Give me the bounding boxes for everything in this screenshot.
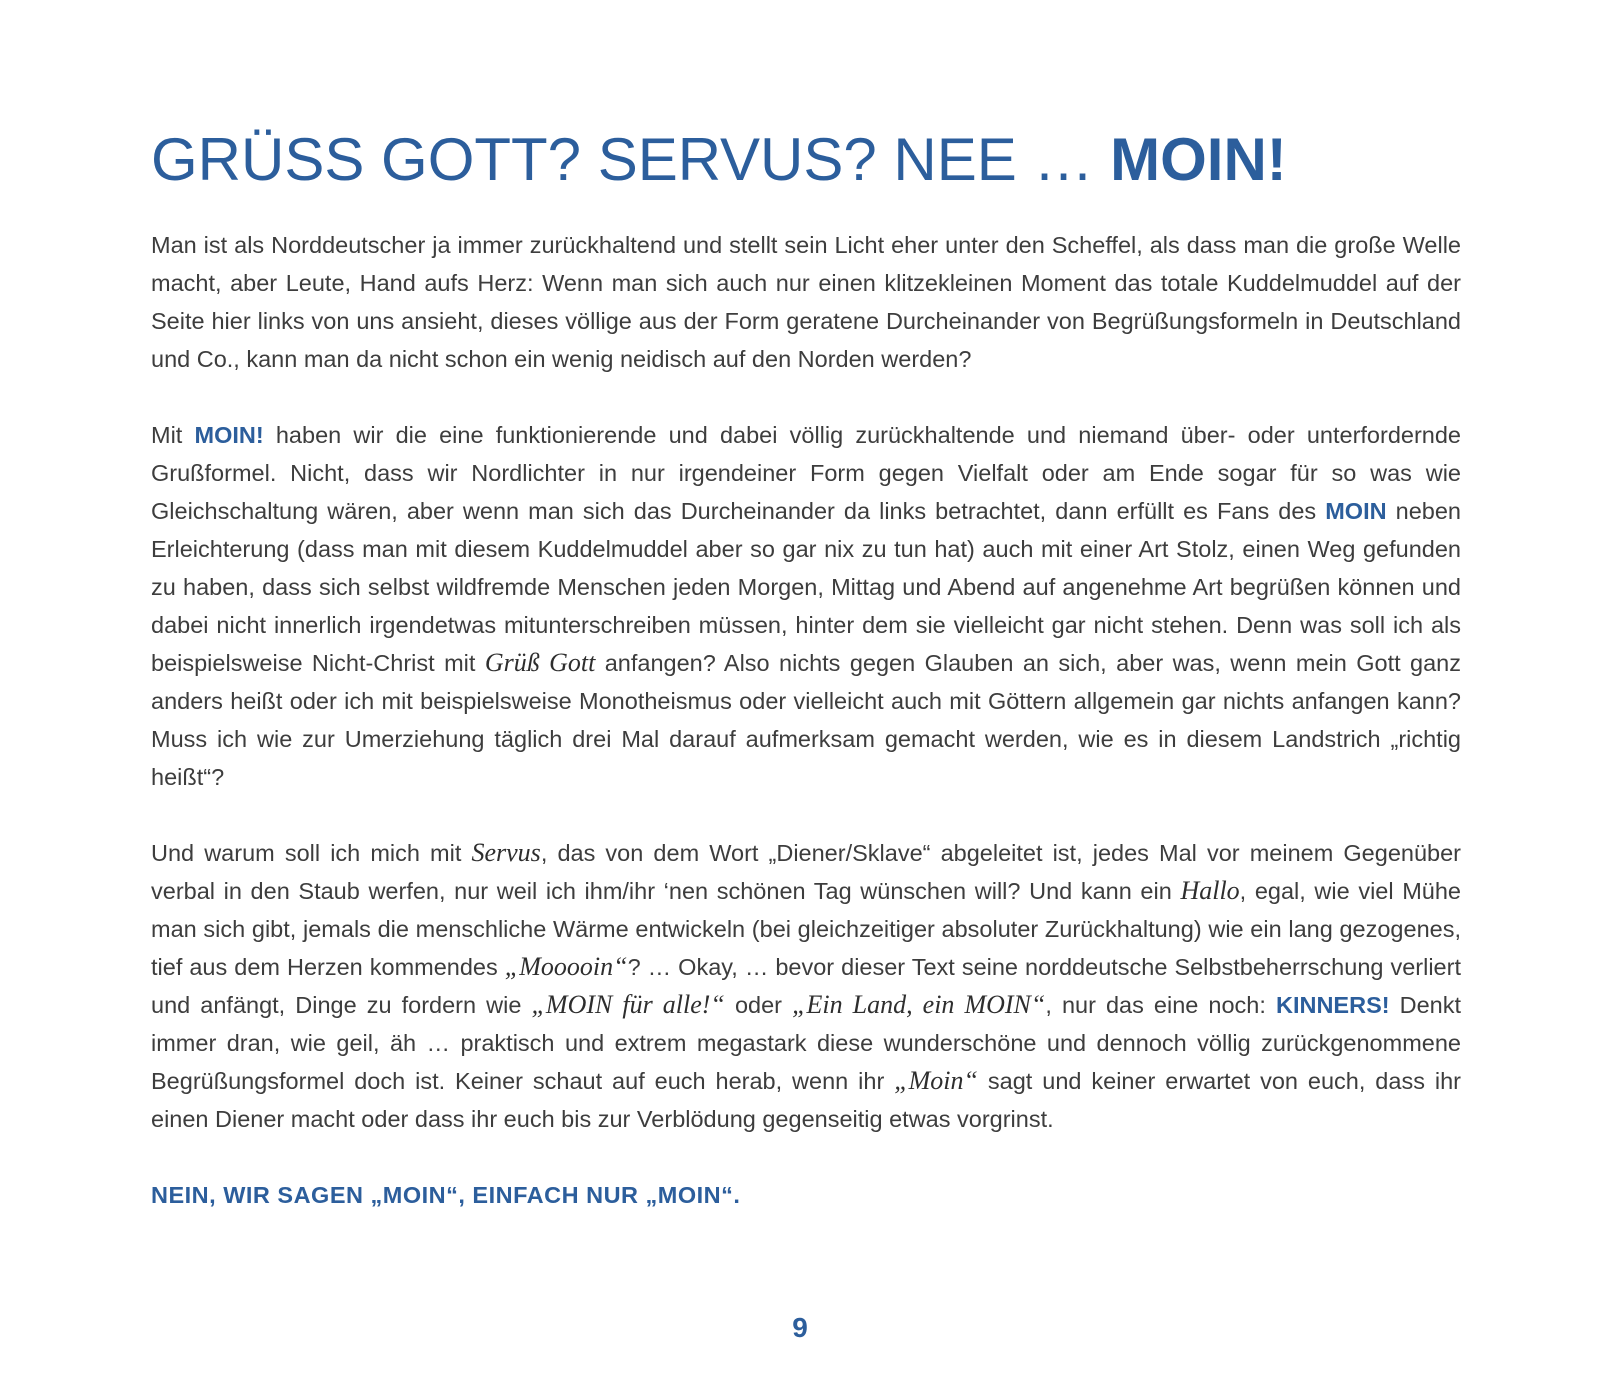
p3-italic-hallo: Hallo (1180, 876, 1240, 905)
p3-text-1: Und warum soll ich mich mit (151, 840, 472, 866)
p2-italic-gruess-gott: Grüß Gott (484, 648, 596, 677)
paragraph-intro-text: Man ist als Norddeutscher ja immer zurückhaltend und stellt sein Licht eher unter den Scheffel, als dass man die große Welle macht, aber Leute, Hand aufs Herz: Wenn man sich auch nur einen klitzekleinen Moment das totale Kuddelmuddel auf der Seite hier links von uns ansieht, dieses völlige aus der Form geratene Durcheinander von Begrüßungsformeln in Deutschland und Co., kann man da nicht schon ein wenig neidisch auf den Norden werden? (151, 232, 1461, 372)
p3-italic-moin: „Moin“ (894, 1066, 978, 1095)
p3-italic-moooooin: „Mooooin“ (504, 952, 628, 981)
p2-text-4: anfangen? Also nichts gegen Glauben an sich, aber was, wenn mein Gott ganz anders heißt oder ich mit beispielsweise Monotheismus oder vielleicht auch mit Göttern allgemein gar nichts anfangen kann? Muss ich wie zur Umerziehung täglich drei Mal darauf aufmerksam gemacht werden, wie es in diesem Landstrich „richtig heißt“? (151, 650, 1461, 790)
page-number: 9 (792, 1312, 808, 1343)
paragraph-moin (151, 416, 1461, 796)
p3-text-2: , das von dem Wort „Diener/Sklave“ abgeleitet ist, jedes Mal vor meinem Gegenüber verbal in den Staub werfen, nur weil ich ihm/ihr ‘nen schönen Tag wünschen will? Und kann ein (151, 840, 1461, 904)
closing-statement: NEIN, WIR SAGEN „MOIN“, EINFACH NUR „MOIN“. (151, 1182, 741, 1208)
p3-text-8: sagt und keiner erwartet von euch, dass ihr einen Diener macht oder dass ihr euch bis zur Verblödung gegenseitig etwas vorgrinst. (151, 1068, 1461, 1132)
title-light-part: GRÜSS GOTT? SERVUS? NEE … (151, 126, 1111, 193)
paragraph-intro (151, 226, 1461, 378)
p3-highlight-kinners: KINNERS! (1275, 992, 1390, 1018)
page-title (151, 120, 1461, 200)
p3-italic-servus: Servus (471, 838, 541, 867)
p2-text-3: neben Erleichterung (dass man mit diesem Kuddelmuddel aber so gar nix zu tun hat) auch mit einer Art Stolz, einen Weg gefunden zu haben, dass sich selbst wildfremde Menschen jeden Morgen, Mittag und Abend auf angenehme Art begrüßen können und dabei nicht innerlich irgendetwas mitunterschreiben müssen, hinter dem sie vielleicht gar nicht stehen. Denn was soll ich als beispielsweise Nicht-Christ mit (151, 498, 1461, 676)
p3-italic-moin-fuer-alle: „MOIN für alle!“ (531, 990, 725, 1019)
p2-text-1: Mit (151, 422, 195, 448)
p2-text-2: haben wir die eine funktionierende und dabei völlig zurückhaltende und niemand über- oder unterfordernde Grußformel. Nicht, dass wir Nordlichter in nur irgendeiner Form gegen Vielfalt oder am Ende sogar für so was wie Gleichschaltung wären, aber wenn man sich das Durcheinander da links betrachtet, dann erfüllt es Fans des (151, 422, 1461, 524)
p3-italic-ein-land: „Ein Land, ein MOIN“ (792, 990, 1046, 1019)
page-content (151, 120, 1461, 1214)
p3-text-4: ? … Okay, … bevor dieser Text seine norddeutsche Selbstbeherrschung verliert und anfängt, Dinge zu fordern wie (151, 954, 1461, 1018)
p3-text-6: , nur das eine noch: (1045, 992, 1276, 1018)
p3-text-3: , egal, wie viel Mühe man sich gibt, jemals die menschliche Wärme entwickeln (bei gleichzeitiger absoluter Zurückhaltung) wie ein lang gezogenes, tief aus dem Herzen kommendes (151, 878, 1461, 980)
p2-highlight-moin: MOIN (1325, 498, 1387, 524)
paragraph-servus (151, 834, 1461, 1138)
p2-highlight-moin-exclaim: MOIN! (194, 422, 264, 448)
p3-text-5: oder (724, 992, 793, 1018)
title-bold-part: MOIN! (1110, 126, 1287, 193)
p3-text-7: Denkt immer dran, wie geil, äh … praktisch und extrem megastark diese wunderschöne und dennoch völlig zurückgenommene Begrüßungsformel doch ist. Keiner schaut auf euch herab, wenn ihr (151, 992, 1462, 1094)
